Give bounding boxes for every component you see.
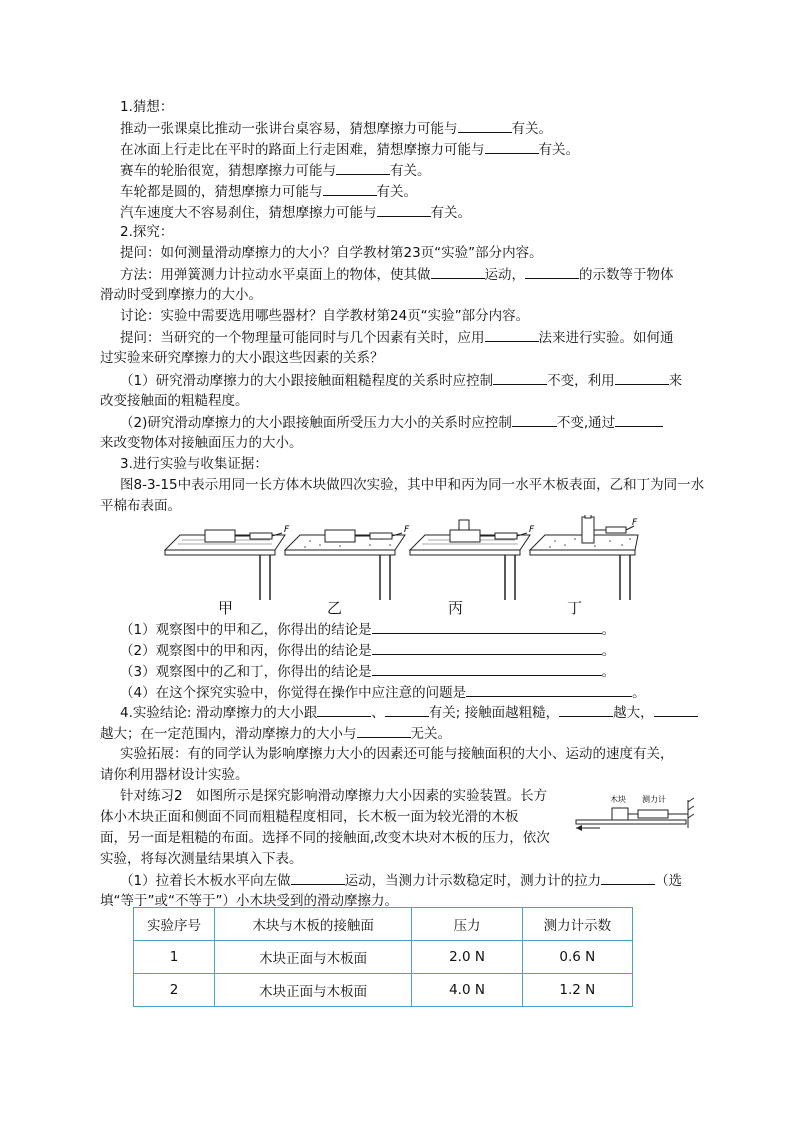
observation-3 [120,661,700,682]
col-header: 压力 [412,908,522,941]
text: 、 [371,705,385,721]
force-label: F [284,525,290,535]
apparatus-diagram [572,790,700,832]
answer-blank[interactable] [615,370,669,385]
discussion-line: 讨论：实验中需要选用哪些器材？自学教材第24页“实验”部分内容。 [120,308,530,324]
observation-4 [120,682,700,703]
guess-line-5 [120,202,700,223]
answer-blank[interactable] [458,118,512,133]
text: （选 [655,873,683,889]
table-row [134,974,633,1007]
extension-line: 实验拓展：有的同学认为影响摩擦力大小的因素还可能与接触面积的大小、运动的速度有关， [120,746,674,762]
text: 法来进行实验。如何通 [538,330,674,346]
text: 的示数等于物体 [579,267,674,283]
answer-blank[interactable] [466,682,632,697]
answer-blank[interactable] [377,202,431,217]
table-cell: 4.0 N [412,974,522,1007]
force-label: F [529,525,535,535]
answer-blank[interactable] [493,370,547,385]
text: 4.实验结论: 滑动摩擦力的大小跟 [120,705,318,721]
table-cell: 2.0 N [412,941,522,974]
answer-blank[interactable] [372,640,602,655]
text: 方法：用弹簧测力计拉动水平桌面上的物体，使其做 [120,267,431,283]
text: 越大， [613,705,654,721]
text: 有关。 [376,184,417,200]
table-cell: 2 [134,974,215,1007]
part-2-line [120,412,700,433]
answer-blank[interactable] [385,702,429,717]
experiment-figure [160,515,640,610]
observation-1 [120,619,700,640]
text: 推动一张课桌比推动一张讲台桌容易，猜想摩擦力可能与 [120,121,458,137]
observation-2 [120,640,700,661]
figure-description: 图8-3-15中表示用同一长方体木块做四次实验，其中甲和丙为同一水平木板表面，乙和丁为同一水 [120,477,705,493]
method-line-cont: 滑动时受到摩擦力的大小。 [100,287,262,303]
practice-line-1: 针对练习2 如图所示是探究影响滑动摩擦力大小因素的实验装置。长方 [120,788,548,804]
guess-line-1 [120,118,700,139]
guess-line-3 [120,160,700,181]
guess-line-2 [120,139,700,160]
practice-line-4: 实验，将每次测量结果填入下表。 [100,851,303,867]
text: 越大；在一定范围内，滑动摩擦力的大小与 [100,726,357,742]
practice-question-1-cont: 填“等于”或“不等于”）小木块受到的滑动摩擦力。 [100,893,398,909]
col-header: 木块与木板的接触面 [214,908,411,941]
block-label: 木块 [610,795,626,804]
answer-blank[interactable] [431,264,485,279]
text: 车轮都是圆的，猜想摩擦力可能与 [120,184,323,200]
text: （2）观察图中的甲和丙，你得出的结论是 [120,643,372,659]
text: （1）研究滑动摩擦力的大小跟接触面粗糙程度的关系时应控制 [120,373,494,389]
practice-line-3: 面，另一面是粗糙的布面。选择不同的接触面,改变木块对木板的压力，依次 [100,830,550,846]
table-yi-icon [285,530,405,600]
text: （4）在这个探究实验中，你觉得在操作中应注意的问题是 [120,685,467,701]
answer-blank[interactable] [372,661,602,676]
text: 。 [601,622,616,638]
section3-heading: 3.进行实验与收集证据： [120,456,268,472]
text: 不变，利用 [547,373,615,389]
extension-line-cont: 请你利用器材设计实验。 [100,767,249,783]
text: 有关。 [511,121,552,137]
table-cell: 木块正面与木板面 [214,941,411,974]
text: 赛车的轮胎很宽，猜想摩擦力可能与 [120,163,336,179]
answer-blank[interactable] [512,412,557,427]
table-jia-icon [165,530,285,600]
results-table [133,907,633,1007]
force-label: F [404,525,410,535]
part-1-cont: 改变接触面的粗糙程度。 [100,393,249,409]
answer-blank[interactable] [485,327,539,342]
col-header: 实验序号 [134,908,215,941]
table-bing-icon [410,520,530,600]
answer-blank[interactable] [615,412,663,427]
table-ding-icon [530,515,638,600]
text: （1）拉着长木板水平向左做 [120,873,291,889]
answer-blank[interactable] [336,160,390,175]
text: 。 [601,664,616,680]
table-cell: 1.2 N [522,974,632,1007]
section1-heading: 1.猜想： [120,99,174,115]
answer-blank[interactable] [601,870,655,885]
text: 有关。 [538,142,579,158]
answer-blank[interactable] [357,723,411,738]
answer-blank[interactable] [654,702,698,717]
col-header: 测力计示数 [522,908,632,941]
text: 提问：当研究的一个物理量可能同时与几个因素有关时，应用 [120,330,485,346]
text: 不变,通过 [556,415,616,431]
text: 。 [601,643,616,659]
figure-label-yi: 乙 [327,599,343,617]
text: 有关。 [430,205,471,221]
figure-label-bing: 丙 [448,599,464,617]
text: 汽车速度大不容易刹住，猜想摩擦力可能与 [120,205,377,221]
text: 无关。 [410,726,451,742]
force-label: F [632,518,638,528]
table-header-row [134,908,633,941]
figure-label-ding: 丁 [567,599,583,617]
answer-blank[interactable] [372,619,602,634]
text: 来 [668,373,683,389]
text: 。 [632,685,646,701]
meter-label: 测力计 [642,795,666,804]
guess-line-4 [120,181,700,202]
text: 有关。 [390,163,431,179]
text: （2)研究滑动摩擦力的大小跟接触面所受压力大小的关系时应控制 [120,415,512,431]
table-cell: 0.6 N [522,941,632,974]
text: 运动，当测力计示数稳定时，测力计的拉力 [344,873,602,889]
text: （3）观察图中的乙和丁，你得出的结论是 [120,664,372,680]
table-row [134,941,633,974]
section2-heading: 2.探究： [120,224,174,240]
text: 在冰面上行走比在平时的路面上行走困难，猜想摩擦力可能与 [120,142,485,158]
figure-description-cont: 平棉布表面。 [100,498,181,514]
text: （1）观察图中的甲和乙，你得出的结论是 [120,622,372,638]
conclusion-line [120,702,700,723]
table-cell: 1 [134,941,215,974]
answer-blank[interactable] [485,139,539,154]
method-line [120,264,700,285]
answer-blank[interactable] [525,264,579,279]
figure-label-jia: 甲 [218,599,234,617]
answer-blank[interactable] [317,702,371,717]
conclusion-line-cont [100,723,680,744]
text: 运动， [484,267,525,283]
question-2 [120,327,700,348]
answer-blank[interactable] [559,702,613,717]
question-1: 提问：如何测量滑动摩擦力的大小？自学教材第23页“实验”部分内容。 [120,245,543,261]
practice-question-1 [120,870,700,891]
table-cell: 木块正面与木板面 [214,974,411,1007]
part-1-line [120,370,700,391]
answer-blank[interactable] [291,870,345,885]
part-2-cont: 来改变物体对接触面压力的大小。 [100,435,303,451]
answer-blank[interactable] [323,181,377,196]
text: 有关; 接触面越粗糙， [428,705,560,721]
practice-line-2: 体小木块正面和侧面不同而粗糙程度相同，长木板一面为较光滑的木板 [100,809,519,825]
question-2-cont: 过实验来研究摩擦力的大小跟这些因素的关系？ [100,350,384,366]
